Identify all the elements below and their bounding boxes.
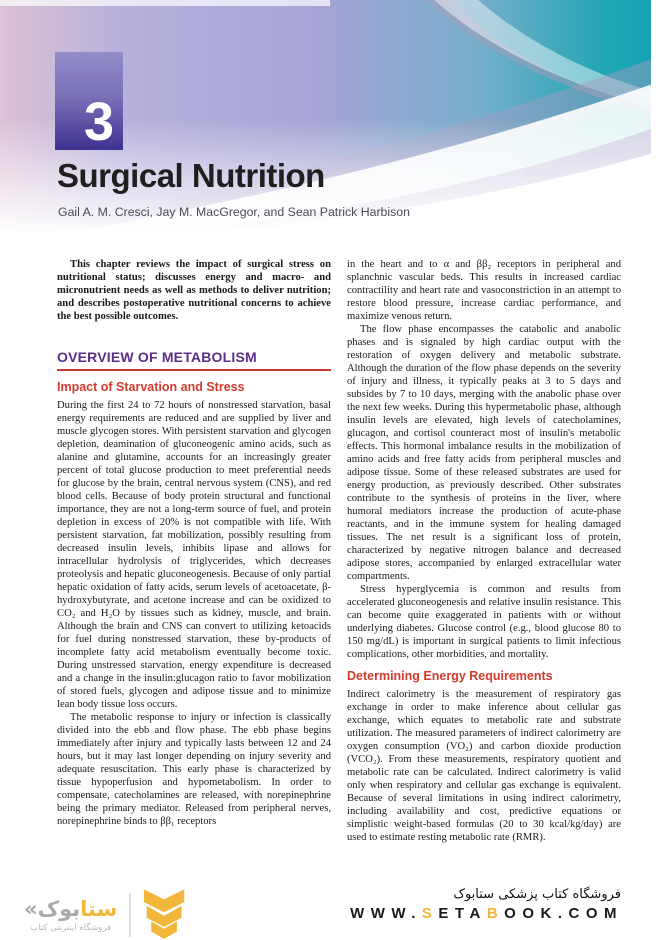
right-column xyxy=(347,258,621,844)
double-chevron-down-icon xyxy=(143,889,187,940)
url-segment: OOK.COM xyxy=(504,905,623,922)
url-segment-highlight: S xyxy=(421,905,439,922)
paragraph: The metabolic response to injury or infection is classically divided into the ebb and flow phase. The ebb phase begins immediately after injury and typically lasts between 12 and 24 hours, but it may last longer depending on injury severity and adequate resuscitation. This early phase is characterized by tissue hypoperfusion and hypometabolism. In order to compensate, catecholamines are released, with norepinephrine being the primary mediator. Released from peripheral nerves, norepinephrine binds to ββ₁ receptors xyxy=(57,712,331,827)
left-column xyxy=(57,258,331,844)
wordmark-guillemet: « xyxy=(24,897,38,921)
subheading-energy-requirements: Determining Energy Requirements xyxy=(347,669,553,683)
paragraph: The flow phase encompasses the catabolic and anabolic phases and is signaled by high cardiac output with the restoration of oxygen delivery and metabolic substrate. Although the duration of the flow phase depends on the severity of injury and illness, it typically peaks at 3 to 5 days and subsides by 7 to 10 days, merging with the anabolic phase over the next few weeks. During this hypermetabolic phase, although insulin levels are elevated, high levels of catecholamines, glucagon, and cortisol counteract most of insulin's metabolic effects. This hormonal imbalance results in the mobilization of amino acids and free fatty acids from peripheral muscles and adipose tissue. Some of these released substrates are used for energy production, as previously described. Other substrates contribute to the synthesis of proteins in the liver, where humoral mediators increase the production of acute-phase reactants, and in the immune system for healing damaged tissues. The net result is a significant loss of protein, characterized by negative nitrogen balance and decreased adipose stores, accompanied by enlarged extracellular water compartments. xyxy=(347,324,621,582)
paragraph: in the heart and to α and ββ₂ receptors in peripheral and splanchnic vascular beds. This results in increased cardiac contractility and heart rate and vasoconstriction in an attempt to restore blood pressure, increase cardiac performance, and maximize venous return. xyxy=(347,259,621,322)
url-segment: WWW. xyxy=(350,905,422,922)
paragraph: Stress hyperglycemia is common and results from accelerated gluconeogenesis and relative insulin resistance. This can become quite exaggerated in patients with or without underlying diabetes. Glucose control (e.g., blood glucose 80 to 150 mg/dL) is important in surgical patients to limit infectious complications, other morbidities, and mortality. xyxy=(347,584,621,660)
url-segment-highlight: B xyxy=(486,905,505,922)
chapter-title: Surgical Nutrition xyxy=(57,157,325,194)
chapter-intro-paragraph: This chapter reviews the impact of surgical stress on nutritional status; discusses energy and macro- and micronutrient needs as well as methods to deliver nutrition; and describes postoperative nutritional concerns to achieve the best possible outcomes. xyxy=(57,259,331,322)
logo-wordmark xyxy=(24,897,117,921)
chapter-number: 3 xyxy=(83,91,114,152)
logo-wordmark-block xyxy=(24,897,117,933)
paragraph: During the first 24 to 72 hours of nonstressed starvation, basal energy requirements are reduced and are supplied by liver and muscle glycogen stores. With persistent starvation and glycogen depletion, deamination of gluconeogenic amino acids, such as alanine and glutamine, accounts for an increasingly greater percent of total glucose production to meet preferential needs for glucose by the brain, central nervous system (CNS), and red blood cells. Because of body protein structural and functional importance, they are not a long-term source of fuel, and protein depletion in excess of 20% is not compatible with life. With persistent starvation, fat mobilization, possibly resulting from decreased insulin levels, inhibits lipase and allows for intracellular hydrolysis of triglycerides, which decreases proteolysis and hepatic gluconeogenesis. Because of only partial hepatic oxidation of fatty acids, serum levels of acetoacetate, β-hydroxybutyrate, and acetone increase and can be oxidized to CO₂ and H₂O by tissues such as kidney, muscle, and brain. Although the brain and CNS can convert to utilizing ketoacids for fuel during nonstressed starvation, these by-products of incomplete fatty acid metabolism eventually become toxic. During unstressed starvation, energy expenditure is decreased and a change in the insulin:glucagon ratio to favor mobilization of stored fuels, glycogen and adipose tissue and to minimize lean body tissue loss occurs. xyxy=(57,400,331,710)
chapter-number-box xyxy=(55,52,123,150)
paragraph: Indirect calorimetry is the measurement of respiratory gas exchange in order to make inference about cellular gas exchange, which equates to metabolic rate and substrate utilization. The measured parameters of indirect calorimetry are oxygen consumption (VO₂) and carbon dioxide production (VCO₂). From these measurements, respiratory quotient and metabolic rate can be calculated. Indirect calorimetry is valid only when respiratory and cellular gas exchange is equivalent. Because of several limitations in using indirect calorimetry, including availability and cost, predictive equations or simplistic weight-based formulas (20 to 30 kcal/kg/day) are used to estimate resting metabolic rate (RMR). xyxy=(347,689,621,843)
store-name-farsi: فروشگاه کتاب پزشکی ستابوک xyxy=(453,887,621,902)
body-columns xyxy=(57,258,621,844)
website-url xyxy=(350,905,623,922)
section-heading-overview: OVERVIEW OF METABOLISM xyxy=(57,349,257,365)
setabook-logo xyxy=(24,889,187,940)
wordmark-gray-part: بوک xyxy=(37,897,81,921)
chapter-authors: Gail A. M. Cresci, Jay M. MacGregor, and Sean Patrick Harbison xyxy=(58,205,410,219)
section-heading-rule xyxy=(57,369,331,371)
url-segment: ETA xyxy=(438,905,487,922)
wordmark-yellow-part: ستا xyxy=(80,897,118,921)
logo-divider xyxy=(129,893,131,937)
logo-tagline: فروشگاه اینترنتی کتاب xyxy=(30,923,112,933)
subheading-starvation-stress: Impact of Starvation and Stress xyxy=(57,380,245,394)
